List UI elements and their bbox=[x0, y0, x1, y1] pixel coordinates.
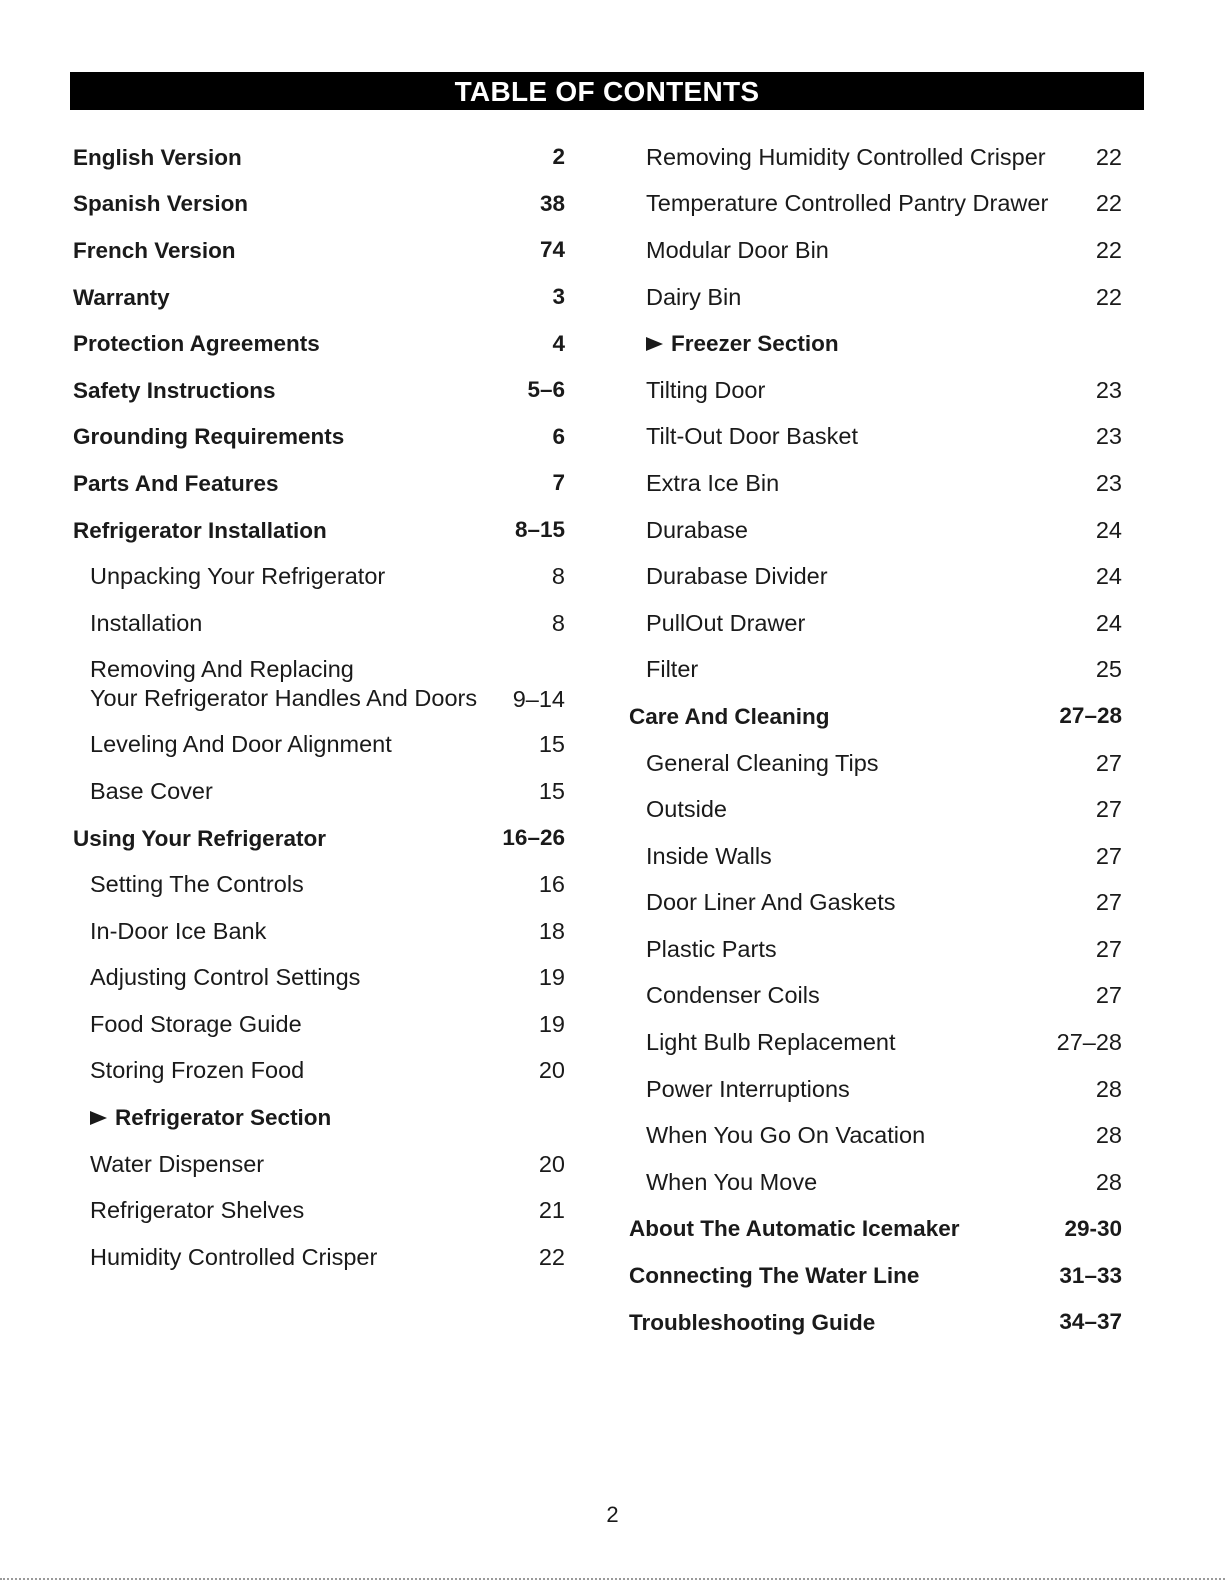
toc-entry bbox=[629, 1066, 1122, 1113]
toc-entry bbox=[629, 553, 1122, 600]
toc-entry-page: 27 bbox=[1095, 796, 1122, 823]
bottom-divider bbox=[0, 1578, 1225, 1580]
toc-entry-label: About The Automatic Icemaker bbox=[629, 1216, 960, 1242]
toc-entry-page: 23 bbox=[1095, 376, 1122, 403]
toc-entry-label: Safety Instructions bbox=[73, 377, 276, 403]
toc-entry bbox=[73, 647, 565, 722]
toc-section-heading bbox=[629, 320, 1122, 367]
toc-entry-label: Leveling And Door Alignment bbox=[90, 731, 392, 758]
toc-entry bbox=[73, 320, 565, 367]
toc-entry-page: 28 bbox=[1095, 1168, 1122, 1195]
toc-entry bbox=[73, 815, 565, 862]
toc-entry bbox=[629, 227, 1122, 274]
toc-entry-label: Condenser Coils bbox=[646, 982, 820, 1009]
toc-entry-label: English Version bbox=[73, 144, 242, 170]
toc-entry bbox=[629, 1019, 1122, 1066]
toc-entry bbox=[629, 833, 1122, 880]
toc-entry bbox=[73, 553, 565, 600]
toc-entry-label: Removing Humidity Controlled Crisper bbox=[646, 143, 1046, 170]
toc-entry-label: Parts And Features bbox=[73, 470, 279, 496]
toc-entry bbox=[73, 768, 565, 815]
toc-entry-page: 21 bbox=[538, 1197, 565, 1224]
toc-entry-label: Dairy Bin bbox=[646, 283, 742, 310]
toc-entry bbox=[629, 600, 1122, 647]
toc-entry-label: Freezer Section bbox=[671, 331, 839, 357]
toc-entry-label: General Cleaning Tips bbox=[646, 749, 879, 776]
toc-entry-page: 9–14 bbox=[512, 685, 565, 712]
toc-entry-page: 34–37 bbox=[1059, 1309, 1122, 1335]
toc-entry bbox=[629, 367, 1122, 414]
toc-entry-label: Food Storage Guide bbox=[90, 1010, 302, 1037]
toc-right-column bbox=[629, 134, 1122, 1345]
toc-entry-label: Installation bbox=[90, 609, 203, 636]
toc-entry bbox=[73, 1141, 565, 1188]
toc-entry bbox=[73, 1001, 565, 1048]
toc-entry-label: Removing And Replacing Your Refrigerator Handles And Doors bbox=[90, 655, 478, 711]
toc-entry-label: Plastic Parts bbox=[646, 935, 777, 962]
toc-entry bbox=[73, 600, 565, 647]
toc-entry-page: 38 bbox=[539, 190, 565, 216]
toc-entry-label: Door Liner And Gaskets bbox=[646, 889, 896, 916]
toc-entry bbox=[629, 1299, 1122, 1346]
toc-entry-page: 31–33 bbox=[1059, 1262, 1122, 1288]
toc-entry-page: 22 bbox=[1095, 143, 1122, 170]
toc-entry bbox=[629, 460, 1122, 507]
toc-entry bbox=[629, 1206, 1122, 1253]
toc-entry bbox=[73, 181, 565, 228]
toc-entry-label: Power Interruptions bbox=[646, 1075, 850, 1102]
toc-entry-label: When You Move bbox=[646, 1168, 818, 1195]
toc-entry bbox=[73, 414, 565, 461]
toc-entry-page: 22 bbox=[1095, 283, 1122, 310]
toc-entry-page: 5–6 bbox=[527, 377, 565, 403]
toc-entry bbox=[73, 861, 565, 908]
toc-entry-label: Durabase bbox=[646, 516, 748, 543]
toc-entry-label: Spanish Version bbox=[73, 191, 249, 217]
toc-entry bbox=[73, 955, 565, 1002]
toc-entry bbox=[73, 460, 565, 507]
toc-title: TABLE OF CONTENTS bbox=[70, 72, 1144, 110]
toc-entry-label: Protection Agreements bbox=[73, 331, 320, 357]
toc-entry-page: 20 bbox=[538, 1150, 565, 1177]
toc-entry bbox=[629, 1159, 1122, 1206]
toc-entry bbox=[73, 722, 565, 769]
toc-entry bbox=[629, 740, 1122, 787]
toc-entry-label: Grounding Requirements bbox=[73, 424, 345, 450]
toc-entry bbox=[73, 1048, 565, 1095]
toc-entry-page: 27 bbox=[1095, 749, 1122, 776]
toc-entry-page: 19 bbox=[538, 1010, 565, 1037]
toc-entry-page: 6 bbox=[552, 423, 565, 449]
toc-entry bbox=[73, 507, 565, 554]
toc-entry bbox=[629, 880, 1122, 927]
toc-entry-page: 24 bbox=[1095, 563, 1122, 590]
toc-entry-label: When You Go On Vacation bbox=[646, 1122, 926, 1149]
toc-entry-label: Warranty bbox=[73, 284, 170, 310]
toc-entry bbox=[629, 507, 1122, 554]
toc-entry bbox=[629, 274, 1122, 321]
toc-entry bbox=[629, 647, 1122, 694]
toc-entry-page: 22 bbox=[1095, 190, 1122, 217]
toc-entry-page: 23 bbox=[1095, 423, 1122, 450]
toc-entry-label: Inside Walls bbox=[646, 842, 772, 869]
toc-entry-page: 19 bbox=[538, 964, 565, 991]
toc-entry bbox=[629, 1252, 1122, 1299]
toc-entry-page: 8–15 bbox=[514, 517, 565, 543]
toc-entry bbox=[629, 973, 1122, 1020]
toc-entry bbox=[629, 786, 1122, 833]
toc-entry-label: Modular Door Bin bbox=[646, 236, 829, 263]
toc-entry-label: Humidity Controlled Crisper bbox=[90, 1243, 378, 1270]
toc-entry bbox=[629, 414, 1122, 461]
toc-entry-page: 8 bbox=[551, 563, 565, 590]
toc-entry bbox=[629, 134, 1122, 181]
toc-entry-page: 27 bbox=[1095, 935, 1122, 962]
toc-entry-page: 28 bbox=[1095, 1122, 1122, 1149]
toc-entry-label: Water Dispenser bbox=[90, 1150, 265, 1177]
toc-entry-page: 29-30 bbox=[1064, 1215, 1122, 1241]
toc-entry-page: 3 bbox=[552, 284, 565, 310]
toc-entry-label: Troubleshooting Guide bbox=[629, 1309, 876, 1335]
toc-entry bbox=[73, 1187, 565, 1234]
toc-entry-page: 27 bbox=[1095, 982, 1122, 1009]
toc-entry bbox=[73, 227, 565, 274]
toc-entry-label: Base Cover bbox=[90, 777, 213, 804]
toc-entry-page: 20 bbox=[538, 1057, 565, 1084]
toc-entry-page: 8 bbox=[551, 609, 565, 636]
toc-entry-label: Outside bbox=[646, 796, 727, 823]
toc-entry-label: Storing Frozen Food bbox=[90, 1057, 305, 1084]
triangle-arrow-icon bbox=[90, 1111, 107, 1125]
toc-entry-label: French Version bbox=[73, 237, 236, 263]
toc-entry bbox=[629, 1112, 1122, 1159]
toc-entry-page: 27 bbox=[1095, 889, 1122, 916]
toc-entry-label: Refrigerator Shelves bbox=[90, 1197, 305, 1224]
toc-entry-label: Tilt-Out Door Basket bbox=[646, 423, 858, 450]
toc-entry-label: Setting The Controls bbox=[90, 871, 304, 898]
triangle-arrow-icon bbox=[646, 337, 663, 351]
toc-entry-page: 27–28 bbox=[1059, 703, 1122, 729]
toc-entry-label: Unpacking Your Refrigerator bbox=[90, 563, 386, 590]
toc-section-heading bbox=[73, 1094, 565, 1141]
toc-entry bbox=[629, 693, 1122, 740]
toc-entry bbox=[73, 908, 565, 955]
toc-entry-page: 16 bbox=[538, 871, 565, 898]
toc-entry bbox=[629, 926, 1122, 973]
toc-entry-page: 15 bbox=[538, 731, 565, 758]
toc-entry-label: Adjusting Control Settings bbox=[90, 964, 361, 991]
toc-entry-label: Extra Ice Bin bbox=[646, 469, 780, 496]
toc-entry-label: Light Bulb Replacement bbox=[646, 1029, 896, 1056]
toc-entry bbox=[73, 367, 565, 414]
toc-entry-page: 27 bbox=[1095, 842, 1122, 869]
toc-entry-page: 27–28 bbox=[1056, 1029, 1122, 1056]
toc-entry-page: 22 bbox=[538, 1243, 565, 1270]
toc-entry-page: 15 bbox=[538, 777, 565, 804]
toc-entry-label: Care And Cleaning bbox=[629, 703, 830, 729]
toc-entry-label: Tilting Door bbox=[646, 376, 766, 403]
toc-entry-label: In-Door Ice Bank bbox=[90, 917, 267, 944]
toc-entry-label: Temperature Controlled Pantry Drawer bbox=[646, 190, 1049, 217]
toc-left-column bbox=[73, 134, 565, 1281]
toc-entry-page: 28 bbox=[1095, 1075, 1122, 1102]
toc-entry-page: 74 bbox=[539, 237, 565, 263]
toc-entry-label: Durabase Divider bbox=[646, 563, 828, 590]
toc-entry bbox=[73, 134, 565, 181]
toc-entry-page: 4 bbox=[552, 330, 565, 356]
toc-entry-page: 22 bbox=[1095, 236, 1122, 263]
toc-entry-label: Filter bbox=[646, 656, 699, 683]
toc-entry-page: 25 bbox=[1095, 656, 1122, 683]
toc-entry-page: 2 bbox=[552, 144, 565, 170]
toc-entry-label: Refrigerator Installation bbox=[73, 517, 327, 543]
toc-entry-label: Using Your Refrigerator bbox=[73, 825, 326, 851]
toc-entry-page: 24 bbox=[1095, 516, 1122, 543]
toc-entry-page: 16–26 bbox=[502, 825, 565, 851]
toc-entry bbox=[73, 1234, 565, 1281]
toc-entry-label: PullOut Drawer bbox=[646, 609, 806, 636]
toc-entry bbox=[629, 181, 1122, 228]
page-number: 2 bbox=[606, 1502, 619, 1527]
toc-entry-page: 24 bbox=[1095, 609, 1122, 636]
toc-entry-label: Refrigerator Section bbox=[115, 1105, 332, 1131]
toc-entry-page: 7 bbox=[552, 470, 565, 496]
toc-entry-page: 18 bbox=[538, 917, 565, 944]
toc-entry-page: 23 bbox=[1095, 469, 1122, 496]
toc-entry-label: Connecting The Water Line bbox=[629, 1263, 920, 1289]
toc-entry bbox=[73, 274, 565, 321]
